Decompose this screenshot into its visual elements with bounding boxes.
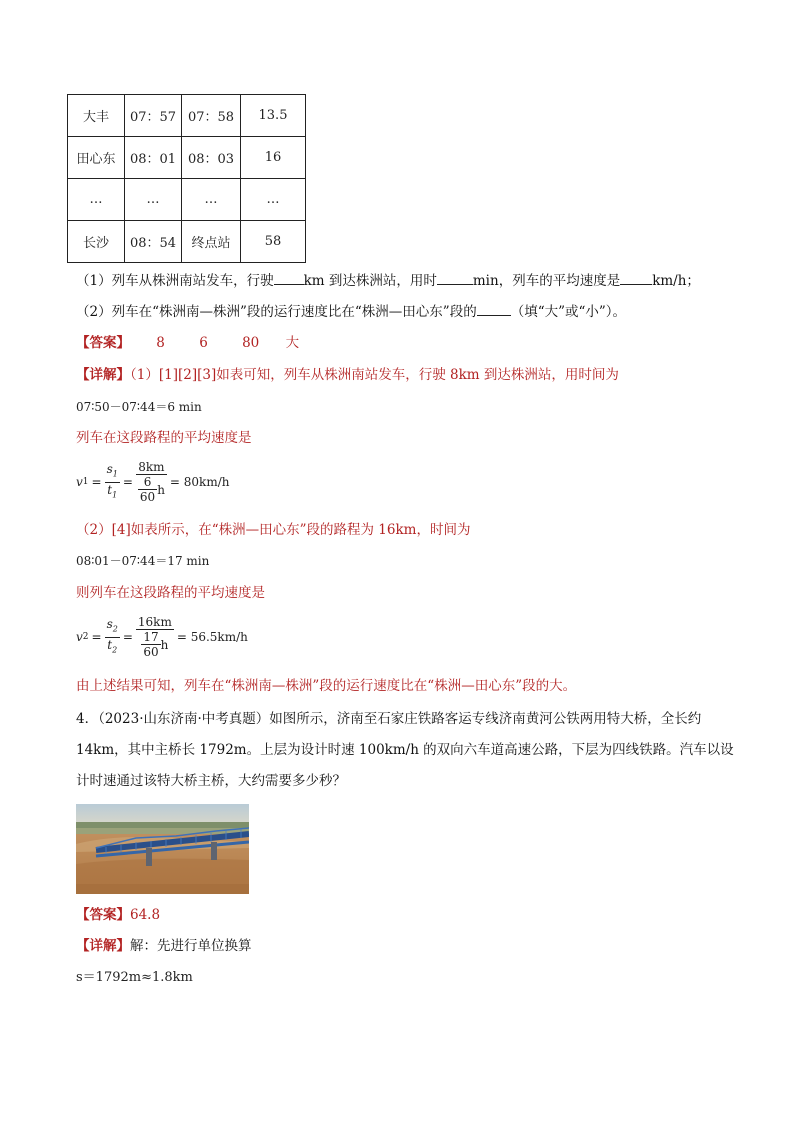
table-row — [68, 95, 306, 137]
velocity-formula-2: v 2 = $\frac{s_2}{t_2}$ = 16km $\frac{17}{60}$ h = 56.5km/h — [76, 615, 248, 659]
table-row — [68, 137, 306, 179]
detail-line-2: 列车在这段路程的平均速度是 — [76, 430, 252, 446]
question-4-line-1: 4．（2023·山东济南·中考真题）如图所示，济南至石家庄铁路客运专线济南黄河公铁两用特大桥，全长约 — [76, 711, 702, 727]
answer-blank[interactable] — [274, 272, 304, 285]
answer-value: 80 — [242, 335, 260, 351]
table-cell: 07：57 — [125, 95, 182, 137]
table-row — [68, 221, 306, 263]
answer-value: 6 — [199, 335, 208, 351]
question-4-line-2: 14km，其中主桥长 1792m。上层为设计时速 100km/h 的双向六车道高速公路，下层为四线铁路。汽车以设 — [76, 742, 734, 758]
table-cell: 长沙 — [68, 221, 125, 263]
fraction-distance-over-time: 8km $\frac{6}{60}$ h — [136, 460, 167, 504]
answer-value: 大 — [285, 335, 300, 351]
fraction-distance-over-time: 16km $\frac{17}{60}$ h — [137, 615, 172, 659]
bridge-photo — [76, 804, 249, 894]
velocity-formula-1: v 1 = $\frac{s_1}{t_1}$ = 8km $\frac{6}{60}$ h = 80km/h — [76, 460, 230, 504]
table-cell: 终点站 — [182, 221, 241, 263]
fraction-s-over-t: $\frac{s_1}{t_1}$ — [106, 462, 118, 499]
table-cell: … — [125, 179, 182, 221]
table-cell: 58 — [241, 221, 306, 263]
table-cell: … — [182, 179, 241, 221]
answer-blank[interactable] — [477, 303, 511, 316]
table-cell: 08：03 — [182, 137, 241, 179]
answer-line-2: 【答案】64.8 — [76, 907, 161, 923]
table-cell: 07：58 — [182, 95, 241, 137]
unit-conversion: s＝1792m≈1.8km — [76, 970, 193, 985]
detail-line-1: 【详解】（1）[1][2][3]如表可知，列车从株洲南站发车，行驶 8km 到达株洲站，用时间为 — [76, 367, 619, 383]
answer-value: 8 — [156, 335, 165, 351]
table-row — [68, 179, 306, 221]
table-cell: 大丰 — [68, 95, 125, 137]
question-1: （1）列车从株洲南站发车，行驶 km 到达株洲站，用时 min，列车的平均速度是 km/h； — [76, 273, 700, 289]
table-cell: … — [68, 179, 125, 221]
time-equation-2: 08∶01－07∶44＝17 min — [76, 554, 210, 568]
fraction-s-over-t: $\frac{s_2}{t_2}$ — [106, 617, 118, 654]
detail-line-4: 则列车在这段路程的平均速度是 — [76, 585, 265, 601]
table-cell: 16 — [241, 137, 306, 179]
detail-line-5: 【详解】解：先进行单位换算 — [76, 938, 252, 954]
table-cell: … — [241, 179, 306, 221]
table-cell: 08：54 — [125, 221, 182, 263]
question-4-line-3: 计时速通过该特大桥主桥，大约需要多少秒？ — [76, 773, 346, 789]
table-cell: 08：01 — [125, 137, 182, 179]
schedule-table — [67, 94, 306, 263]
time-equation-1: 07∶50－07∶44＝6 min — [76, 400, 202, 414]
detail-line-3: （2）[4]如表所示，在“株洲—田心东”段的路程为 16km，时间为 — [76, 522, 471, 538]
table-cell: 13.5 — [241, 95, 306, 137]
conclusion: 由上述结果可知，列车在“株洲南—株洲”段的运行速度比在“株洲—田心东”段的大。 — [76, 678, 577, 694]
table-cell: 田心东 — [68, 137, 125, 179]
answer-value: 64.8 — [130, 907, 161, 923]
answer-blank[interactable] — [620, 272, 652, 285]
answer-line-1: 【答案】 8 6 80 大 — [76, 335, 300, 351]
answer-blank[interactable] — [437, 272, 473, 285]
question-2: （2）列车在“株洲南—株洲”段的运行速度比在“株洲—田心东”段的 （填“大”或“小”）。 — [76, 304, 627, 320]
